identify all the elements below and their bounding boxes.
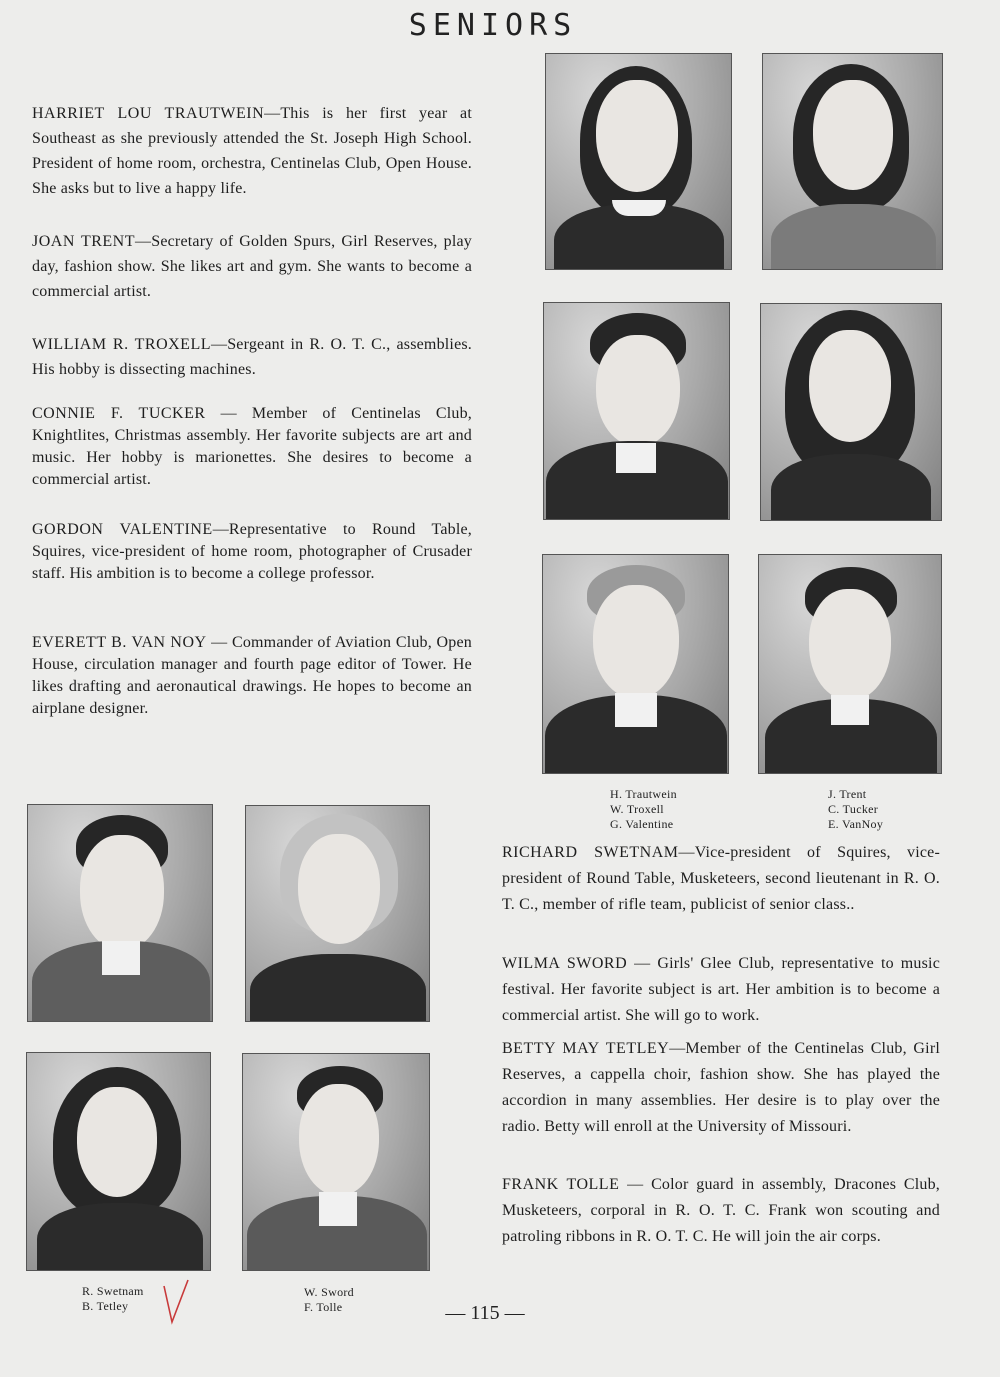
- bio-valentine: [32, 519, 472, 585]
- page-title: SENIORS: [408, 8, 578, 43]
- caption-line: W. Troxell: [610, 802, 664, 816]
- bio-name: CONNIE F. TUCKER: [32, 405, 206, 422]
- bio-text: —This is her first year at Southeast as she previously attended the St. Joseph High School. President of home room, orchestra, Centinelas Club, Open House. She asks but to live a happy life.: [32, 105, 472, 197]
- bio-text: —Sergeant in R. O. T. C., assemblies. His hobby is dissecting machines.: [32, 336, 472, 378]
- bio-troxell: [32, 332, 472, 382]
- bio-name: JOAN TRENT: [32, 233, 136, 250]
- portrait-photo: [759, 555, 941, 773]
- portrait-photo: [243, 1054, 429, 1270]
- portrait-photo: [546, 54, 731, 269]
- caption-line: G. Valentine: [610, 817, 674, 831]
- bio-text: — Member of Centinelas Club, Knightlites, Christmas assembly. Her favorite subjects are art and music. Her hobby is marionettes. She desires to become a commercial artist.: [32, 405, 472, 488]
- bio-tucker: [32, 403, 472, 491]
- caption-line: H. Trautwein: [610, 787, 677, 801]
- portrait-photo: [544, 303, 729, 519]
- bio-name: RICHARD SWETNAM: [502, 844, 679, 861]
- portrait-photo: [761, 304, 941, 520]
- bio-name: FRANK TOLLE: [502, 1176, 620, 1193]
- bio-name: GORDON VALENTINE: [32, 521, 213, 538]
- bio-text: — Color guard in assembly, Dracones Club, Musketeers, corporal in R. O. T. C. Frank won scouting and patroling ribbons in R. O. T. C. He will join the air corps.: [502, 1176, 940, 1245]
- bio-sword: [502, 951, 940, 1029]
- caption-line: F. Tolle: [304, 1300, 343, 1314]
- caption-line: W. Sword: [304, 1285, 354, 1299]
- bio-text: — Commander of Aviation Club, Open House, circulation manager and fourth page editor of Tower. He likes drafting and aeronautical drawings. He hopes to become an airplane designer.: [32, 634, 472, 717]
- bio-tetley: [502, 1036, 940, 1140]
- bio-name: EVERETT B. VAN NOY: [32, 634, 207, 651]
- bio-text: —Representative to Round Table, Squires, vice-president of home room, photographer of Crusader staff. His ambition is to become a college professor.: [32, 521, 473, 582]
- caption-line: J. Trent: [828, 787, 867, 801]
- caption-line: C. Tucker: [828, 802, 879, 816]
- checkmark-icon: [158, 1276, 198, 1332]
- bio-text: —Secretary of Golden Spurs, Girl Reserves, play day, fashion show. She likes art and gym. She wants to become a commercial artist.: [32, 233, 472, 300]
- portrait-photo: [246, 806, 429, 1021]
- bio-vannoy: [32, 632, 472, 720]
- photo-caption-bottom-left: [82, 1284, 144, 1314]
- portrait-photo: [543, 555, 728, 773]
- bio-name: BETTY MAY TETLEY: [502, 1040, 670, 1057]
- bio-text: —Member of the Centinelas Club, Girl Reserves, a cappella choir, fashion show. She has played the accordion in many assemblies. Her desire is to play over the radio. Betty will enroll at the University of Missouri.: [502, 1040, 940, 1135]
- caption-line: R. Swetnam: [82, 1284, 144, 1298]
- bio-trautwein: [32, 101, 472, 201]
- photo-caption-right: [828, 787, 883, 832]
- bio-trent: [32, 229, 472, 304]
- bio-swetnam: [502, 840, 940, 918]
- portrait-photo: [28, 805, 212, 1021]
- caption-line: E. VanNoy: [828, 817, 884, 831]
- bio-name: WILMA SWORD: [502, 955, 628, 972]
- bio-name: HARRIET LOU TRAUTWEIN: [32, 105, 265, 122]
- bio-name: WILLIAM R. TROXELL: [32, 336, 211, 353]
- photo-caption-bottom-right: [304, 1285, 354, 1315]
- bio-text: —Vice-president of Squires, vice-president of Round Table, Musketeers, second lieutenant in R. O. T. C., member of rifle team, publicist of senior class..: [502, 844, 941, 913]
- caption-line: B. Tetley: [82, 1299, 129, 1313]
- photo-caption-left: [610, 787, 677, 832]
- bio-text: — Girls' Glee Club, representative to music festival. Her favorite subject is art. Her ambition is to become a commercial artist. She will go to work.: [502, 955, 940, 1024]
- portrait-photo: [27, 1053, 210, 1270]
- bio-tolle: [502, 1172, 940, 1250]
- page-number: — 115 —: [445, 1302, 525, 1324]
- portrait-photo: [763, 54, 942, 269]
